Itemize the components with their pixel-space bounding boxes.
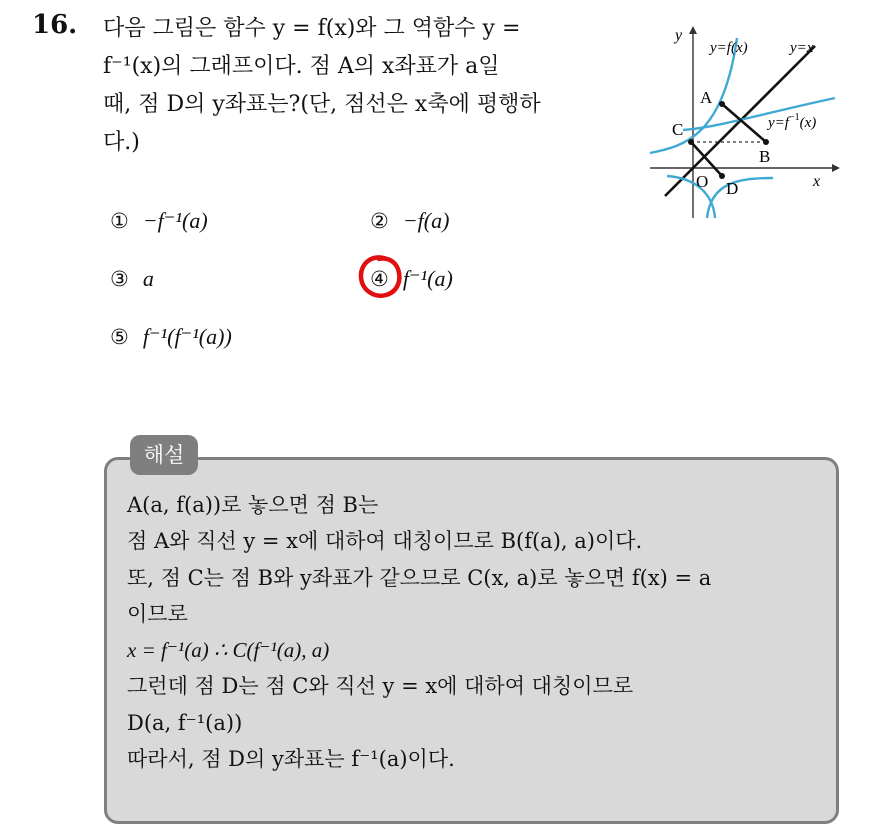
- label-point-a: A: [700, 88, 713, 107]
- function-graph: [645, 18, 855, 228]
- label-y-equals-x: y=x: [790, 40, 814, 56]
- solution-tab: 해설: [130, 435, 198, 475]
- label-origin: O: [696, 172, 709, 191]
- choice-5[interactable]: [110, 324, 232, 350]
- solution-line: x = f⁻¹(a) ∴ C(f⁻¹(a), a): [127, 638, 330, 663]
- question-line: 다음 그림은 함수 y = f(x)와 그 역함수 y =: [103, 16, 521, 41]
- x-axis-label: x: [813, 173, 821, 190]
- x-axis-arrow: [832, 164, 840, 172]
- question-line: f⁻¹(x)의 그래프이다. 점 A의 x좌표가 a일: [103, 54, 500, 79]
- choice-2[interactable]: [370, 208, 449, 234]
- choice-number: ②: [370, 209, 389, 233]
- question-line: 때, 점 D의 y좌표는?(단, 점선은 x축에 평행하: [103, 92, 541, 117]
- answer-circle-stroke: [361, 257, 399, 295]
- segment-cd: [691, 142, 722, 176]
- choice-number: ③: [110, 267, 129, 291]
- solution-line: A(a, f(a))로 놓으면 점 B는: [127, 493, 379, 517]
- choice-text: −f⁻¹(a): [142, 208, 208, 233]
- question-text: [103, 10, 618, 162]
- solution-line: 또, 점 C는 점 B와 y좌표가 같으므로 C(x, a)로 놓으면 f(x) = a: [127, 565, 712, 590]
- label-curve-finv: $y=f^{-1}(x)$: [768, 112, 817, 131]
- solution-line: D(a, f⁻¹(a)): [127, 710, 243, 735]
- y-axis-arrow: [689, 26, 697, 34]
- answer-circle-mark: [357, 251, 403, 301]
- choice-number: ⑤: [110, 325, 129, 349]
- label-point-d: D: [726, 179, 739, 198]
- choice-3[interactable]: [110, 266, 154, 292]
- choice-text: −f(a): [402, 208, 450, 233]
- point-b: [763, 139, 769, 145]
- choice-text: f⁻¹(f⁻¹(a)): [142, 324, 232, 349]
- choice-text: a: [142, 266, 154, 291]
- solution-line: 이므로: [127, 601, 188, 626]
- choice-number: ④: [370, 267, 389, 291]
- label-curve-f: y=f(x): [710, 40, 748, 56]
- point-d: [719, 173, 725, 179]
- question-number: 16.: [32, 10, 78, 40]
- solution-line: 점 A와 직선 y = x에 대하여 대칭이므로 B(f(a), a)이다.: [127, 529, 643, 554]
- label-point-c: C: [672, 120, 684, 139]
- curve-f-branch-lower: [707, 178, 773, 218]
- solution-line: 그런데 점 D는 점 C와 직선 y = x에 대하여 대칭이므로: [127, 674, 634, 699]
- choice-text: f⁻¹(a): [402, 266, 453, 291]
- solution-text: [127, 487, 827, 777]
- point-a: [719, 101, 725, 107]
- y-axis-label: y: [675, 27, 683, 44]
- label-point-b: B: [759, 147, 771, 166]
- point-c: [688, 139, 694, 145]
- question-line: 다.): [103, 130, 140, 155]
- solution-line: 따라서, 점 D의 y좌표는 f⁻¹(a)이다.: [127, 747, 455, 772]
- choice-number: ①: [110, 209, 129, 233]
- choice-1[interactable]: [110, 208, 208, 234]
